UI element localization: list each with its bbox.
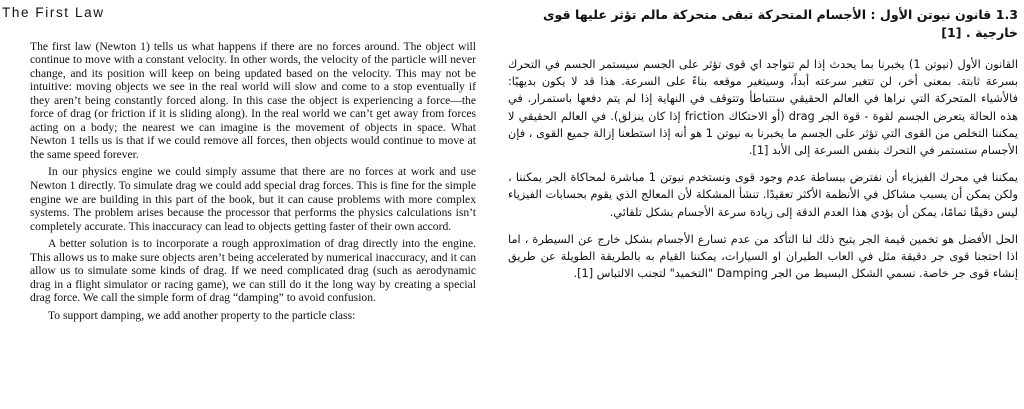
arabic-paragraph: يمكننا في محرك الفيزياء أن نفترض ببساطة عدم وجود قوى ونستخدم نيوتن 1 مباشرة لمحاكاة الجر يمكننا ، ولكن يمكن أن يسبب مشاكل في الأنظمة الأكثر تعقيدًا. تنشأ المشكلة لأن المعالج الذي يقوم بحسابات الفيزياء ليس دقيقًا تمامًا، يمكن أن يؤدي هذا العدم الدقة إلى زيادة سرعة الأجسام بشكل تلقائي. xyxy=(508,171,1018,219)
english-paragraph: In our physics engine we could simply assume that there are no forces at work and use Newton 1 directly. To simulate drag we could add special drag forces. This is fine for the simple engine we are building in this part of the book, but it can cause problems with more complex systems. The problem arises because the processor that performs the physics calculations isn’t completely accurate. This inaccuracy can lead to objects getting faster of their own accord. xyxy=(30,165,476,233)
arabic-paragraph: الحل الأفضل هو تخمين قيمة الجر يتيح ذلك لنا التأكد من عدم تسارع الأجسام بشكل خارج عن السيطرة ، اما اذا احتجنا قوى جر دقيقة مثل في العاب الطيران او السيارات، يمكننا القيام به بالطريقة الطويلة عن طريق إنشاء قوى جر خاصة. نسمي الشكل البسيط من الجر Damping "التخميد" لتجنب الالتباس [1]. xyxy=(508,232,1018,281)
arabic-paragraph: القانون الأول (نيوتن 1) يخبرنا بما يحدث إذا لم تتواجد اي قوى تؤثر على الجسم سيستمر الجسم في التحرك بسرعة ثابتة. بمعنى أخر، لن تتغير سرعته أبداً، وسيتغير موقعه بناءً على السرعة. هذا قد لا يكون بديهيًا: فالأشياء المتحركة التي نراها في العالم الحقيقي ستتباطأ وتتوقف في النهاية إذا لم يتم دفعها باستمرار. في هذه الحالة يتعرض الجسم لقوة - قوة الجر drag (أو الاحتكاك friction إذا كان ينزلق). في العالم الحقيقي لا يمكننا التخلص من القوى التي تؤثر على الجسم ما يخبرنا به نيوتن 1 هو أنه إذا استطعنا إزالة جميع القوى ، فإن الأجسام ستستمر في التحرك بنفس السرعة إلى الأبد [1]. xyxy=(508,58,1019,158)
english-paragraph: To support damping, we add another property to the particle class: xyxy=(48,308,356,322)
arabic-column xyxy=(508,6,1018,292)
english-column xyxy=(2,6,476,322)
section-heading: The First Law xyxy=(2,5,105,20)
english-paragraph: The first law (Newton 1) tells us what happens if there are no forces around. The object will continue to move with a constant velocity. In other words, the velocity of the particle will never change, and its position will keep on being updated based on the velocity. This may not be intuitive: moving objects we see in the real world will slow and come to a stop eventually if they aren’t being constantly forced along. In this case the object is experiencing a force—the force of drag (or friction if it is sliding along). In the real world we can’t get away from forces acting on a body; the nearest we can imagine is the movement of objects in space. What Newton 1 tells us is that if we could remove all forces, then objects would continue to move at the same speed forever. xyxy=(30,39,476,161)
english-paragraph: A better solution is to incorporate a rough approximation of drag directly into the engine. This allows us to make sure objects aren’t being accelerated by numerical inaccuracy, and it can allow us to simulate some kinds of drag. If we need complicated drag (such as aerodynamic drag in a flight simulator or racing game), we can still do it the long way by creating a special drag force. We call the simple form of drag “damping” to avoid confusion. xyxy=(30,237,476,305)
arabic-section-title: 1.3 قانون نيوتن الأول : الأجسام المتحركة تبقى متحركة مالم تؤثر عليها قوى خارجية . [1] xyxy=(542,7,1018,40)
